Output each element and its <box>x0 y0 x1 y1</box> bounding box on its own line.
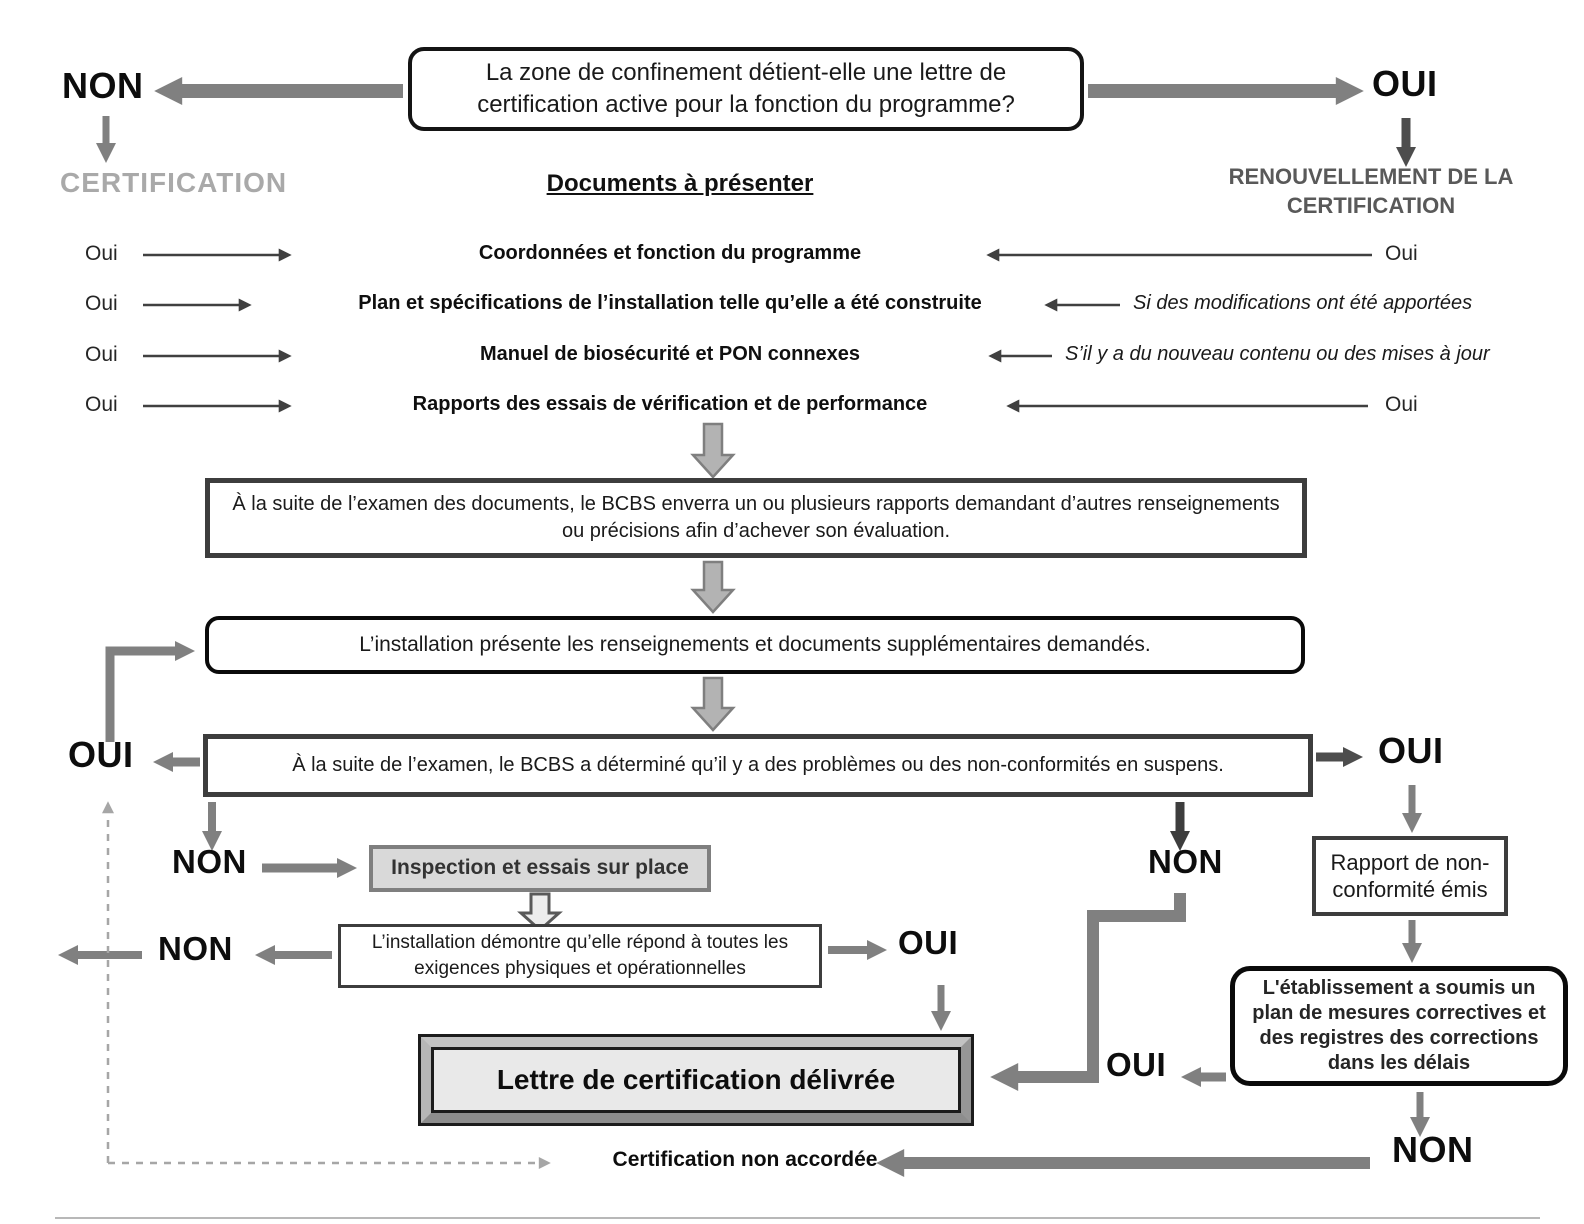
inspection-box: Inspection et essais sur place <box>369 845 711 892</box>
label-non-inspection: NON <box>172 843 247 880</box>
documents-header: Documents à présenter <box>546 170 814 197</box>
label-non-top: NON <box>62 65 144 106</box>
row4-right-oui: Oui <box>1385 393 1418 416</box>
row2-left-oui: Oui <box>85 292 118 315</box>
review-box: À la suite de l’examen des documents, le BCBS enverra un ou plusieurs rapports demandant d’autres renseignements ou précisions afin d’achever son évaluation. <box>205 478 1307 558</box>
issues-box: À la suite de l’examen, le BCBS a déterminé qu’il y a des problèmes ou des non-conformités en suspens. <box>203 734 1313 797</box>
row1-right-oui: Oui <box>1385 242 1418 265</box>
ncr-box: Rapport de non-conformité émis <box>1312 836 1508 916</box>
branch-renewal: RENOUVELLEMENT DE LA CERTIFICATION <box>1228 164 1514 218</box>
row1-left-oui: Oui <box>85 242 118 265</box>
row3-right-note: S’il y a du nouveau contenu ou des mises à jour <box>1065 343 1490 365</box>
label-non-demonstrate: NON <box>158 930 233 967</box>
row1-title: Coordonnées et fonction du programme <box>478 242 862 264</box>
label-non-right-center: NON <box>1148 843 1223 880</box>
block-arrow-rows-to-review <box>693 424 733 477</box>
submit-box: L’installation présente les renseignements et documents supplémentaires demandés. <box>205 616 1305 674</box>
branch-certification: CERTIFICATION <box>60 167 288 198</box>
demonstrate-box: L’installation démontre qu’elle répond à toutes les exigences physiques et opérationnelles <box>338 924 822 988</box>
row4-title: Rapports des essais de vérification et de performance <box>412 393 928 415</box>
not-granted-label: Certification non accordée <box>612 1148 878 1171</box>
label-oui-top: OUI <box>1372 63 1438 104</box>
arrow-oui-left-to-submit <box>110 651 178 742</box>
cap-box: L'établissement a soumis un plan de mesures correctives et des registres des corrections dans les délais <box>1230 966 1568 1086</box>
row3-title: Manuel de biosécurité et PON connexes <box>479 343 861 365</box>
label-non-bottom: NON <box>1392 1129 1474 1170</box>
label-oui-cap: OUI <box>1106 1046 1167 1083</box>
label-oui-demonstrate: OUI <box>898 924 959 961</box>
letter-box-bevel <box>421 1037 971 1123</box>
label-oui-issues-right: OUI <box>1378 730 1444 771</box>
row3-left-oui: Oui <box>85 343 118 366</box>
block-arrow-review-to-submit <box>693 562 733 612</box>
row2-right-note: Si des modifications ont été apportées <box>1133 292 1473 314</box>
letter-box-text: Lettre de certification délivrée <box>431 1047 961 1113</box>
letter-box <box>418 1034 974 1126</box>
label-oui-issues-left: OUI <box>68 734 134 775</box>
block-arrow-submit-to-issues <box>693 678 733 730</box>
row4-left-oui: Oui <box>85 393 118 416</box>
row2-title: Plan et spécifications de l’installation telle qu’elle a été construite <box>358 292 982 314</box>
question-box: La zone de confinement détient-elle une lettre de certification active pour la fonction du programme? <box>408 47 1084 131</box>
